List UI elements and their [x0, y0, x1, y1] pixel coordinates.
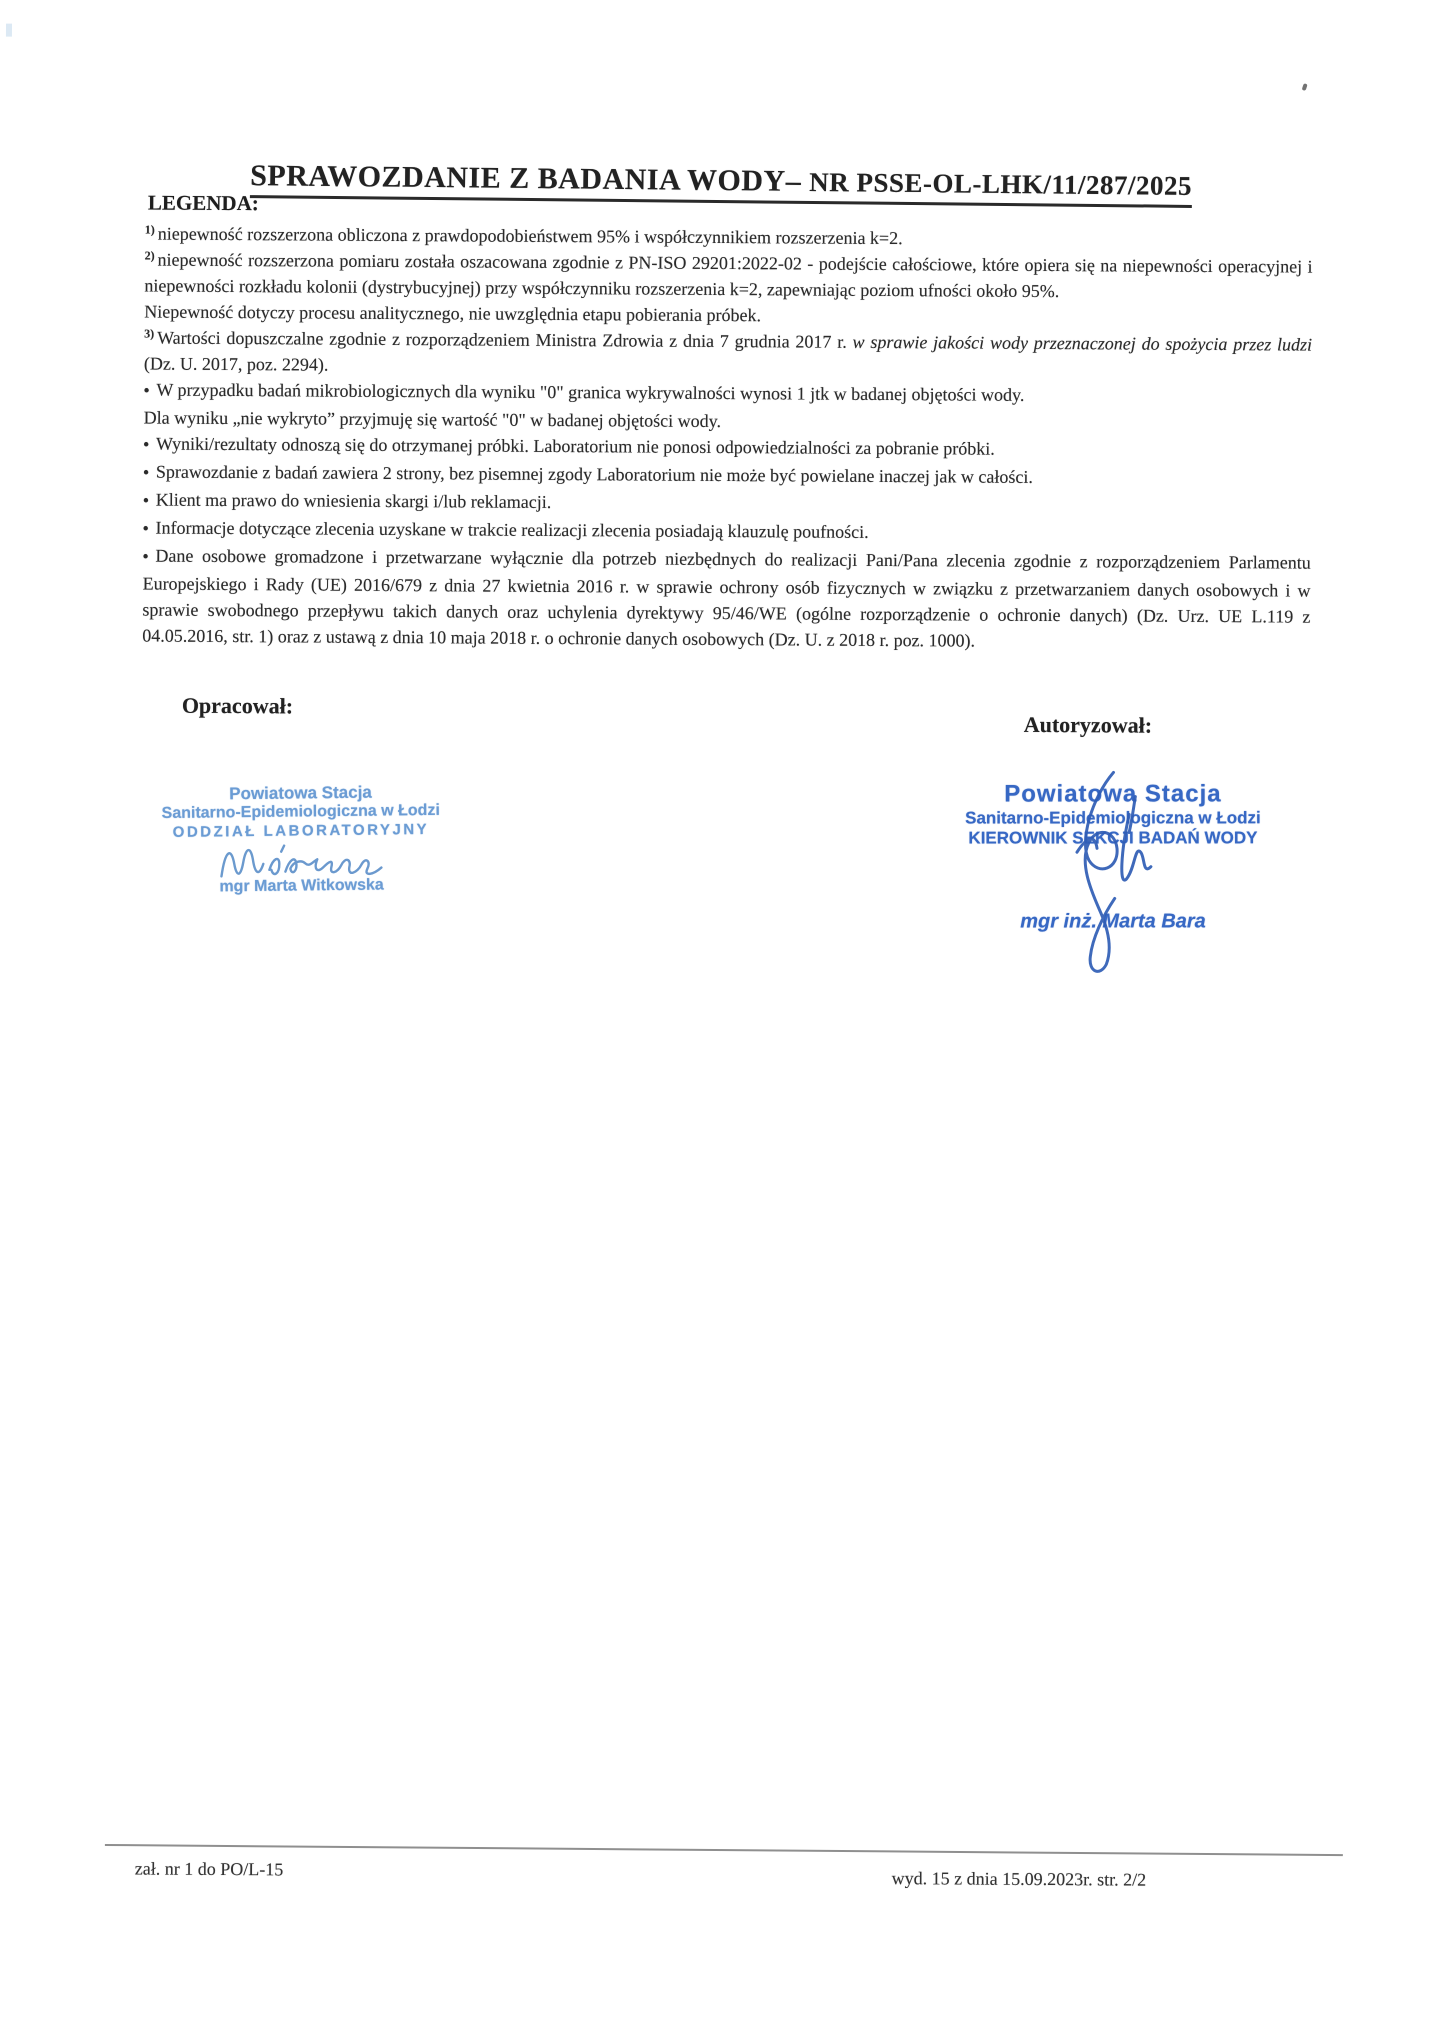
- authorized-by-heading: Autoryzował:: [1023, 711, 1153, 738]
- bullet-icon: •: [143, 464, 149, 482]
- legend-item: Dla wyniku „nie wykryto” przyjmuję się wartość "0" w badanej objętości wody.: [143, 407, 722, 432]
- legend-block: [142, 220, 1313, 655]
- footnote-marker: 2): [144, 248, 155, 263]
- authorizer-stamp-line: KIEROWNIK SEKCJI BADAŃ WODY: [968, 828, 1258, 848]
- preparer-stamp: [128, 782, 473, 898]
- legend-item: • Sprawozdanie z badań zawiera 2 strony, bez pisemnej zgody Laboratorium nie może być powielane inaczej jak w całości.: [143, 461, 1033, 487]
- prepared-by-heading: Opracował:: [181, 692, 294, 719]
- scan-edge-artifact: [6, 24, 12, 37]
- preparer-stamp-line: ODDZIAŁ LABORATORYJNY: [172, 821, 430, 841]
- bullet-icon: •: [142, 520, 149, 538]
- legend-item: $^{3)}$ Wartości dopuszczalne zgodnie z rozporządzeniem Ministra Zdrowia z dnia 7 grudnia 2017 r. w sprawie jakości wody przeznaczonej do spożycia przez ludzi (Dz. U. 2017, poz. 2294).: [143, 326, 1313, 375]
- bullet-icon: •: [143, 436, 150, 454]
- legend-item: $^{1)}$ niepewność rozszerzona obliczona z prawdopodobieństwem 95% i współczynnikiem rozszerzenia k=2.: [144, 222, 903, 249]
- report-title-main: SPRAWOZDANIE Z BADANIA WODY–: [250, 159, 810, 199]
- bullet-icon: •: [143, 492, 149, 510]
- legend-heading: LEGENDA:: [147, 190, 259, 216]
- bullet-icon: •: [142, 548, 149, 566]
- footer-divider: [105, 1844, 1343, 1856]
- legend-item: • Informacje dotyczące zlecenia uzyskane w trakcie realizacji zlecenia posiadają klauzulę poufności.: [142, 517, 869, 542]
- report-number: NR PSSE-OL-LHK/11/287/2025: [809, 167, 1193, 202]
- legend-item: • W przypadku badań mikrobiologicznych dla wyniku "0" granica wykrywalności wynosi 1 jtk w badanej objętości wody.: [143, 379, 1025, 405]
- authorizer-signature: [1042, 766, 1193, 979]
- legend-item: Niepewność dotyczy procesu analitycznego, nie uwzględnia etapu pobierania próbek.: [144, 301, 762, 326]
- legend-item: • Klient ma prawo do wniesienia skargi i/lub reklamacji.: [143, 489, 552, 512]
- footnote-marker: 3): [144, 326, 155, 341]
- bullet-icon: •: [143, 382, 150, 400]
- footer-edition-page: wyd. 15 z dnia 15.09.2023r. str. 2/2: [891, 1868, 1147, 1890]
- footer-attachment-ref: zał. nr 1 do PO/L-15: [134, 1858, 284, 1880]
- legend-item: • Dane osobowe gromadzone i przetwarzane wyłącznie dla potrzeb niezbędnych do realizacji Pani/Pana zlecenia zgodnie z rozporządzeniem Parlamentu Europejskiego i Rady (UE) 2016/679 z dnia 27 kwietnia 2016 r. w sprawie ochrony osób fizycznych w związku z przetwarzaniem danych osobowych i w sprawie swobodnego przepływu takich danych oraz uchylenia dyrektywy 95/46/WE (ogólne rozporządzenie o ochronie danych) (Dz. Urz. UE L.119 z 04.05.2016, str. 1) oraz z ustawą z dnia 10 maja 2018 r. o ochronie danych osobowych (Dz. U. z 2018 r. poz. 1000).: [142, 545, 1311, 651]
- legend-item: $^{2)}$ niepewność rozszerzona pomiaru została oszacowana zgodnie z PN-ISO 29201:2022-02 - podejście całościowe, które opiera się na niepewności operacyjnej i niepewności rozkładu kolonii (dystrybucyjnej) przy współczynniku rozszerzenia k=2, zapewniając poziom ufności około 95%.: [144, 248, 1313, 302]
- preparer-stamp-line: Powiatowa Stacja: [229, 782, 372, 804]
- preparer-stamp-line: Sanitarno-Epidemiologiczna w Łodzi: [161, 801, 440, 823]
- scan-speck: [1302, 83, 1308, 91]
- preparer-name: mgr Marta Witkowska: [219, 876, 384, 896]
- authorizer-stamp-line: Powiatowa Stacja: [1004, 780, 1222, 808]
- footnote-marker: 1): [144, 222, 155, 237]
- authorizer-name: mgr inż. Marta Bara: [1020, 910, 1206, 933]
- legend-item: • Wyniki/rezultaty odnoszą się do otrzymanej próbki. Laboratorium nie ponosi odpowiedzialności za pobranie próbki.: [143, 433, 995, 459]
- authorizer-stamp-line: Sanitarno-Epidemiologiczna w Łodzi: [965, 808, 1261, 828]
